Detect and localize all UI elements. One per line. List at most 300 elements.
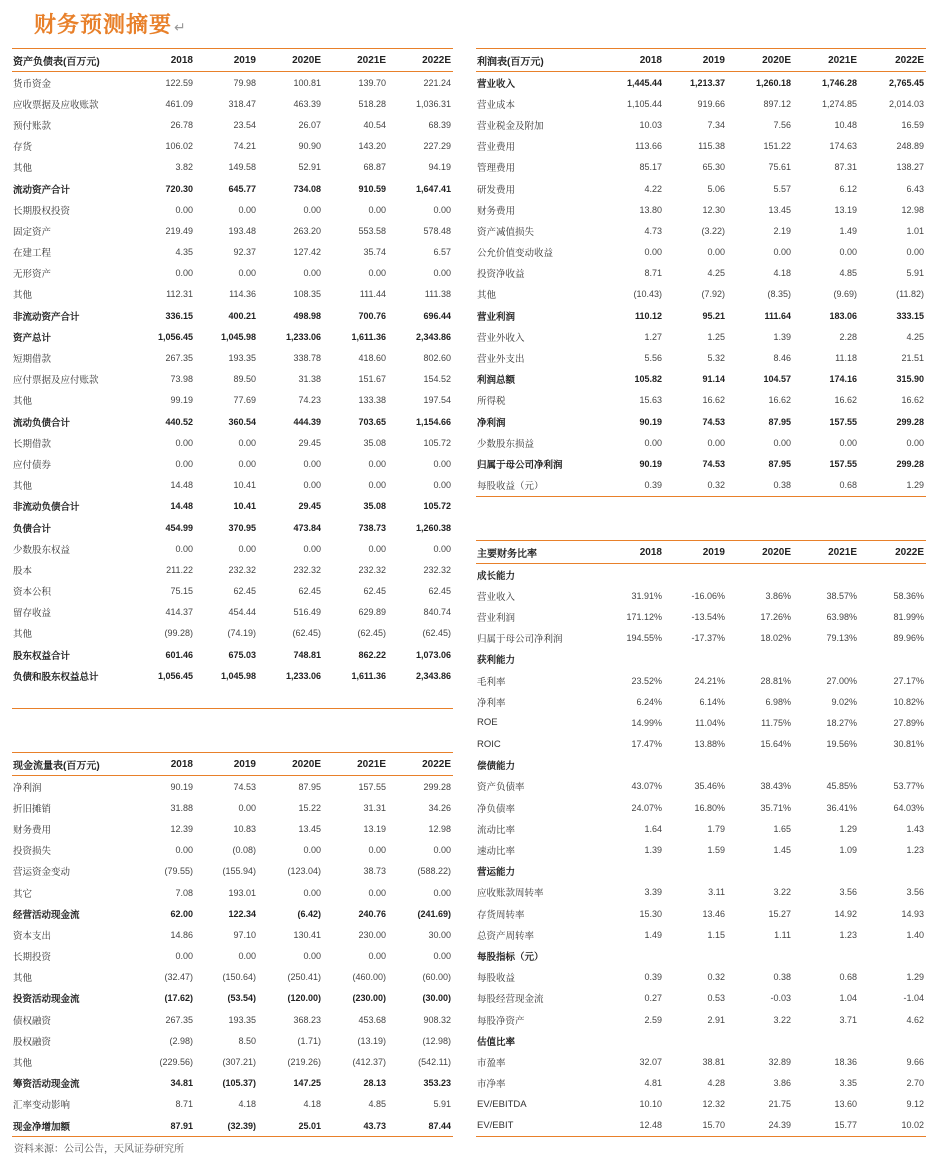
cell-value: 133.38 [358, 395, 386, 406]
cell-value: 23.54 [233, 119, 256, 130]
cell-value: 13.45 [298, 823, 321, 834]
cell-value: 453.68 [358, 1014, 386, 1025]
cell-value: 15.22 [298, 802, 321, 813]
cell-value [859, 755, 926, 776]
table-title: 利润表(百万元) [476, 49, 606, 72]
column-header: 2018 [606, 541, 664, 564]
cell-value [323, 686, 388, 708]
table-row [476, 1030, 926, 1051]
ratios-table [476, 540, 926, 1137]
cell-value: 0.00 [238, 543, 256, 554]
table-row [476, 734, 926, 755]
row-label: 现金净增加额 [12, 1115, 138, 1137]
cell-value: (460.00) [352, 972, 386, 983]
cell-value: 645.77 [228, 183, 256, 194]
cell-value: 4.62 [906, 1014, 924, 1025]
cell-value: 211.22 [166, 564, 193, 575]
income-statement-table [476, 48, 926, 497]
cell-value: 26.78 [170, 119, 193, 130]
cell-value: 578.48 [423, 225, 451, 236]
cell-value: 94.19 [428, 162, 451, 173]
page-title: 财务预测摘要 ↵ [34, 12, 187, 37]
table-row [476, 347, 926, 368]
cell-value: 454.44 [228, 607, 256, 618]
cell-value: 1.39 [773, 331, 791, 342]
row-label: 应付债券 [13, 459, 52, 471]
column-header: 2018 [606, 49, 664, 72]
cell-value: 30.00 [428, 929, 451, 940]
cell-value: (8.35) [767, 289, 791, 300]
cell-value: 1,056.45 [157, 670, 193, 681]
cell-value: 5.91 [433, 1099, 451, 1110]
row-label: 所得税 [477, 396, 506, 408]
table-row [12, 114, 453, 135]
cell-value: 90.19 [170, 781, 193, 792]
table-row [476, 242, 926, 263]
cell-value: 90.19 [639, 458, 662, 469]
cell-value: 28.13 [363, 1078, 386, 1089]
row-label: 成长能力 [477, 570, 516, 582]
column-header: 2021E [793, 49, 859, 72]
cell-value: 4.81 [644, 1078, 662, 1089]
cell-value: 4.18 [238, 1099, 256, 1110]
cell-value: 0.00 [368, 543, 386, 554]
cell-value: 8.71 [644, 268, 662, 279]
cell-value: 25.01 [258, 1115, 323, 1137]
cell-value: 24.07% [631, 802, 662, 813]
cell-value: 193.35 [228, 1014, 256, 1025]
cell-value: (32.39) [195, 1115, 258, 1137]
row-label: 营运能力 [477, 867, 516, 879]
cell-value: (30.00) [422, 993, 451, 1004]
cell-value: 315.90 [896, 374, 924, 385]
cell-value: (120.00) [287, 993, 321, 1004]
cell-value: (105.37) [222, 1078, 256, 1089]
cell-value: (11.82) [896, 289, 924, 300]
table-row [12, 136, 453, 157]
cell-value: 2.91 [707, 1014, 725, 1025]
cell-value: (60.00) [422, 972, 451, 983]
row-label: 财务费用 [13, 824, 52, 836]
cell-value: 553.58 [358, 225, 386, 236]
cell-value: 227.29 [423, 141, 451, 152]
row-label: 无形资产 [13, 269, 52, 281]
table-row [476, 861, 926, 882]
cell-value: 910.59 [358, 183, 386, 194]
table-row [476, 93, 926, 114]
table-title: 资产负债表(百万元) [12, 49, 138, 72]
table-row [476, 475, 926, 497]
cell-value: 38.81 [702, 1056, 725, 1067]
cell-value: 3.35 [839, 1078, 857, 1089]
row-label: 存货 [13, 142, 33, 154]
row-label: 长期借款 [13, 438, 52, 450]
row-label: 资产总计 [13, 332, 52, 344]
cell-value: 87.95 [298, 781, 321, 792]
cell-value: 0.00 [433, 480, 451, 491]
column-header: 2022E [388, 49, 453, 72]
cell-value: 1.43 [906, 823, 924, 834]
table-row [12, 1073, 453, 1094]
cell-value: 1.23 [839, 929, 857, 940]
cell-value: 1,445.44 [626, 77, 662, 88]
cell-value: 0.00 [773, 437, 791, 448]
cell-value: 4.22 [644, 183, 662, 194]
cell-value: 104.57 [763, 374, 791, 385]
cell-value: 338.78 [293, 353, 321, 364]
cell-value: 0.38 [727, 475, 793, 497]
cell-value: 3.56 [839, 887, 857, 898]
cell-value: (3.22) [701, 225, 725, 236]
cell-value: 0.68 [839, 972, 857, 983]
row-label: 少数股东损益 [477, 438, 535, 450]
cell-value: 36.41% [826, 802, 857, 813]
row-label: 其他 [13, 163, 33, 175]
row-label: 少数股东权益 [13, 544, 71, 556]
cell-value: 65.30 [702, 162, 725, 173]
row-label: 经营活动现金流 [13, 909, 80, 921]
cell-value: 53.77% [893, 781, 924, 792]
cell-value: 113.66 [635, 141, 662, 152]
cell-value: 17.26% [760, 611, 791, 622]
row-label: 净负债率 [477, 803, 516, 815]
cell-value: 0.32 [664, 475, 727, 497]
cell-value [606, 1030, 664, 1051]
table-row [12, 924, 453, 945]
cell-value: 28.81% [760, 675, 791, 686]
cell-value: 0.00 [175, 543, 193, 554]
cell-value: 111.64 [764, 310, 791, 321]
row-label: 其他 [477, 290, 497, 302]
row-label: 预付账款 [13, 120, 52, 132]
cell-value: 6.24% [636, 696, 662, 707]
cell-value: (155.94) [222, 866, 256, 877]
cell-value: 2.59 [644, 1014, 662, 1025]
cell-value [258, 686, 323, 708]
row-label: 净利润 [13, 782, 42, 794]
cell-value [859, 861, 926, 882]
cell-value: 74.53 [702, 458, 725, 469]
row-label: 资产负债率 [477, 782, 525, 794]
cell-value: 318.47 [228, 98, 256, 109]
cell-value: 21.75 [768, 1099, 791, 1110]
row-label: 存货周转率 [477, 909, 525, 921]
table-row [12, 305, 453, 326]
cell-value: 3.86% [765, 590, 791, 601]
row-label: 营业外支出 [477, 354, 525, 366]
cell-value: 13.19 [834, 204, 857, 215]
cell-value: 0.00 [368, 204, 386, 215]
cell-value: 62.00 [170, 908, 193, 919]
cell-value: 14.92 [834, 908, 857, 919]
column-header: 2018 [138, 49, 195, 72]
table-row [12, 882, 453, 903]
row-label: 非流动资产合计 [13, 311, 80, 323]
cell-value: 105.72 [423, 437, 451, 448]
cell-value: (62.45) [292, 628, 321, 639]
cell-value: 194.55% [626, 633, 662, 644]
table-row [476, 432, 926, 453]
cell-value: (62.45) [422, 628, 451, 639]
row-label: 固定资产 [13, 226, 52, 238]
cell-value: 919.66 [697, 98, 725, 109]
column-header: 2022E [388, 753, 453, 776]
table-row [476, 670, 926, 691]
cell-value: (241.69) [417, 908, 451, 919]
cell-value: 87.31 [834, 162, 857, 173]
cell-value: 1,647.41 [415, 183, 451, 194]
cell-value: 14.86 [170, 929, 193, 940]
table-row [476, 691, 926, 712]
row-label: 在建工程 [13, 248, 52, 260]
cell-value: 147.25 [293, 1078, 321, 1089]
row-label: 速动比率 [477, 846, 516, 858]
cell-value: 38.73 [363, 866, 386, 877]
table-row [476, 967, 926, 988]
cell-value: (12.98) [422, 1035, 451, 1046]
table-row [476, 453, 926, 474]
cell-value: 862.22 [358, 649, 386, 660]
cell-value: 52.91 [298, 162, 321, 173]
cell-value: (7.92) [701, 289, 725, 300]
table-row [476, 945, 926, 966]
cell-value: 0.00 [238, 802, 256, 813]
cell-value: 248.89 [896, 141, 924, 152]
cell-value: 897.12 [763, 98, 791, 109]
column-header: 2020E [258, 49, 323, 72]
cell-value: 0.00 [906, 437, 924, 448]
cell-value: (1.71) [297, 1035, 321, 1046]
row-label: 流动比率 [477, 824, 516, 836]
cell-value: 143.20 [358, 141, 386, 152]
table-row [12, 818, 453, 839]
cell-value: 79.13% [826, 633, 857, 644]
row-label: 获利能力 [477, 655, 516, 667]
cell-value: 16.62 [834, 395, 857, 406]
cell-value: 4.25 [906, 331, 924, 342]
table-row [476, 178, 926, 199]
cell-value: 9.12 [906, 1099, 924, 1110]
cell-value: 4.18 [773, 268, 791, 279]
cell-value: 1,611.36 [351, 331, 386, 342]
row-label: 其他 [13, 290, 33, 302]
cell-value: 16.62 [768, 395, 791, 406]
row-label: 毛利率 [477, 676, 506, 688]
cell-value: 5.91 [906, 268, 924, 279]
cell-value: 1,213.37 [689, 77, 725, 88]
row-label: 其他 [13, 396, 33, 408]
table-row [476, 1051, 926, 1072]
cell-value: 1.15 [707, 929, 725, 940]
cell-value [793, 1030, 859, 1051]
cell-value [727, 564, 793, 586]
cell-value: 1.39 [644, 845, 662, 856]
cell-value: 4.25 [707, 268, 725, 279]
cell-value: 2,014.03 [888, 98, 924, 109]
row-label: 每股经营现金流 [477, 994, 544, 1006]
cell-value [793, 861, 859, 882]
row-label: 营业成本 [477, 99, 516, 111]
cell-value: 0.00 [433, 204, 451, 215]
table-row [12, 1115, 453, 1137]
row-label: 投资损失 [13, 846, 52, 858]
cell-value: 10.41 [233, 480, 256, 491]
cell-value: 87.91 [138, 1115, 195, 1137]
row-label: 长期投资 [13, 952, 52, 964]
cell-value: 6.43 [906, 183, 924, 194]
cell-value: 0.00 [773, 247, 791, 258]
cell-value: 748.81 [293, 649, 321, 660]
cell-value [664, 861, 727, 882]
cell-value: 85.17 [639, 162, 662, 173]
cell-value: 1.79 [707, 823, 725, 834]
row-label: 估值比率 [477, 1036, 516, 1048]
cell-value: 1.49 [839, 225, 857, 236]
cell-value: (13.19) [357, 1035, 386, 1046]
cell-value: 157.55 [829, 416, 857, 427]
cell-value: 14.99% [631, 717, 662, 728]
cell-value: 11.75% [761, 717, 791, 728]
cell-value: 105.72 [423, 501, 451, 512]
cell-value: 353.23 [423, 1078, 451, 1089]
cell-value: 1,154.66 [415, 416, 451, 427]
cell-value: 440.52 [165, 416, 193, 427]
cell-value: 12.48 [606, 1115, 664, 1137]
cell-value: 62.45 [298, 586, 321, 597]
row-label: 财务费用 [477, 205, 516, 217]
row-label: 汇率变动影响 [13, 1100, 71, 1112]
cell-value: 0.00 [303, 951, 321, 962]
cell-value: 35.08 [363, 437, 386, 448]
cell-value: 12.39 [170, 823, 193, 834]
cell-value: 77.69 [233, 395, 256, 406]
row-label: EV/EBITDA [477, 1098, 527, 1110]
table-row [12, 72, 453, 94]
row-label: 营业费用 [477, 142, 516, 154]
cell-value: 26.07 [298, 119, 321, 130]
cell-value [727, 755, 793, 776]
row-label: 营业利润 [477, 612, 516, 624]
cell-value: 12.30 [702, 204, 725, 215]
row-label: 其他 [13, 629, 33, 641]
cell-value: 74.53 [233, 781, 256, 792]
table-row [12, 284, 453, 305]
cell-value: 10.41 [233, 501, 256, 512]
table-row [476, 411, 926, 432]
cell-value: 15.63 [639, 395, 662, 406]
cell-value: 62.45 [233, 586, 256, 597]
column-header: 2018 [138, 753, 195, 776]
cell-value: 1,233.06 [285, 670, 321, 681]
cell-value: 24.21% [694, 675, 725, 686]
cell-value: 99.19 [170, 395, 193, 406]
table-header [12, 49, 453, 72]
row-label: 其他 [13, 481, 33, 493]
cell-value: 454.99 [165, 522, 193, 533]
cell-value: 87.44 [388, 1115, 453, 1137]
cell-value: 1,611.36 [351, 670, 386, 681]
row-label: 股东权益合计 [13, 650, 71, 662]
cell-value: 299.28 [896, 458, 924, 469]
cell-value: (79.55) [164, 866, 193, 877]
table-row [12, 861, 453, 882]
row-label [12, 686, 138, 708]
cell-value: 0.00 [303, 204, 321, 215]
cell-value: 31.91% [631, 590, 662, 601]
cell-value: 38.43% [760, 781, 791, 792]
cell-value: 183.06 [829, 310, 857, 321]
table-row [12, 1051, 453, 1072]
cell-value: (250.41) [287, 972, 321, 983]
cell-value: 15.27 [768, 908, 791, 919]
table-row [12, 686, 453, 708]
table-row [476, 369, 926, 390]
column-header: 2021E [323, 49, 388, 72]
column-header: 2019 [195, 49, 258, 72]
row-label: 资本支出 [13, 930, 52, 942]
cell-value: (0.08) [232, 845, 256, 856]
table-row [12, 326, 453, 347]
cell-value: 0.00 [839, 437, 857, 448]
cell-value: 64.03% [893, 802, 924, 813]
cell-value: 174.63 [829, 141, 857, 152]
cell-value: (412.37) [352, 1057, 386, 1068]
table-row [476, 72, 926, 94]
cell-value: 0.00 [644, 247, 662, 258]
cell-value: 91.14 [702, 374, 725, 385]
row-label: 流动负债合计 [13, 417, 71, 429]
cell-value: 232.32 [293, 564, 321, 575]
cell-value: 0.00 [839, 247, 857, 258]
cell-value: (150.64) [222, 972, 256, 983]
cell-value: 0.39 [606, 475, 664, 497]
cell-value: 0.00 [368, 458, 386, 469]
cell-value: 0.00 [368, 887, 386, 898]
table-row [12, 263, 453, 284]
table-row [12, 1030, 453, 1051]
table-row [12, 623, 453, 644]
cell-value: 1,073.06 [415, 649, 451, 660]
row-label: 其他 [13, 1058, 33, 1070]
cell-value: 0.38 [773, 972, 791, 983]
row-label: 归属于母公司净利润 [477, 634, 563, 646]
cell-value: 0.27 [644, 993, 662, 1004]
table-row [12, 93, 453, 114]
cell-value [859, 945, 926, 966]
cell-value [664, 945, 727, 966]
cell-value: (219.26) [287, 1057, 321, 1068]
cell-value [793, 649, 859, 670]
cell-value: 1,045.98 [220, 670, 256, 681]
table-row [476, 326, 926, 347]
column-header: 2021E [323, 753, 388, 776]
column-header: 2019 [664, 49, 727, 72]
table-row [12, 220, 453, 241]
cell-value: 139.70 [358, 77, 386, 88]
row-label: 营业税金及附加 [477, 120, 544, 132]
cell-value: 1.65 [773, 823, 791, 834]
row-label: 偿债能力 [477, 761, 516, 773]
table-row [12, 369, 453, 390]
cell-value: 68.39 [428, 119, 451, 130]
cell-value: 100.81 [293, 77, 321, 88]
cell-value: 16.80% [694, 802, 725, 813]
row-label: 净利率 [477, 697, 506, 709]
cell-value: (123.04) [287, 866, 321, 877]
cell-value: (17.62) [164, 993, 193, 1004]
cell-value: 13.88% [694, 739, 725, 750]
cell-value: 368.23 [293, 1014, 321, 1025]
